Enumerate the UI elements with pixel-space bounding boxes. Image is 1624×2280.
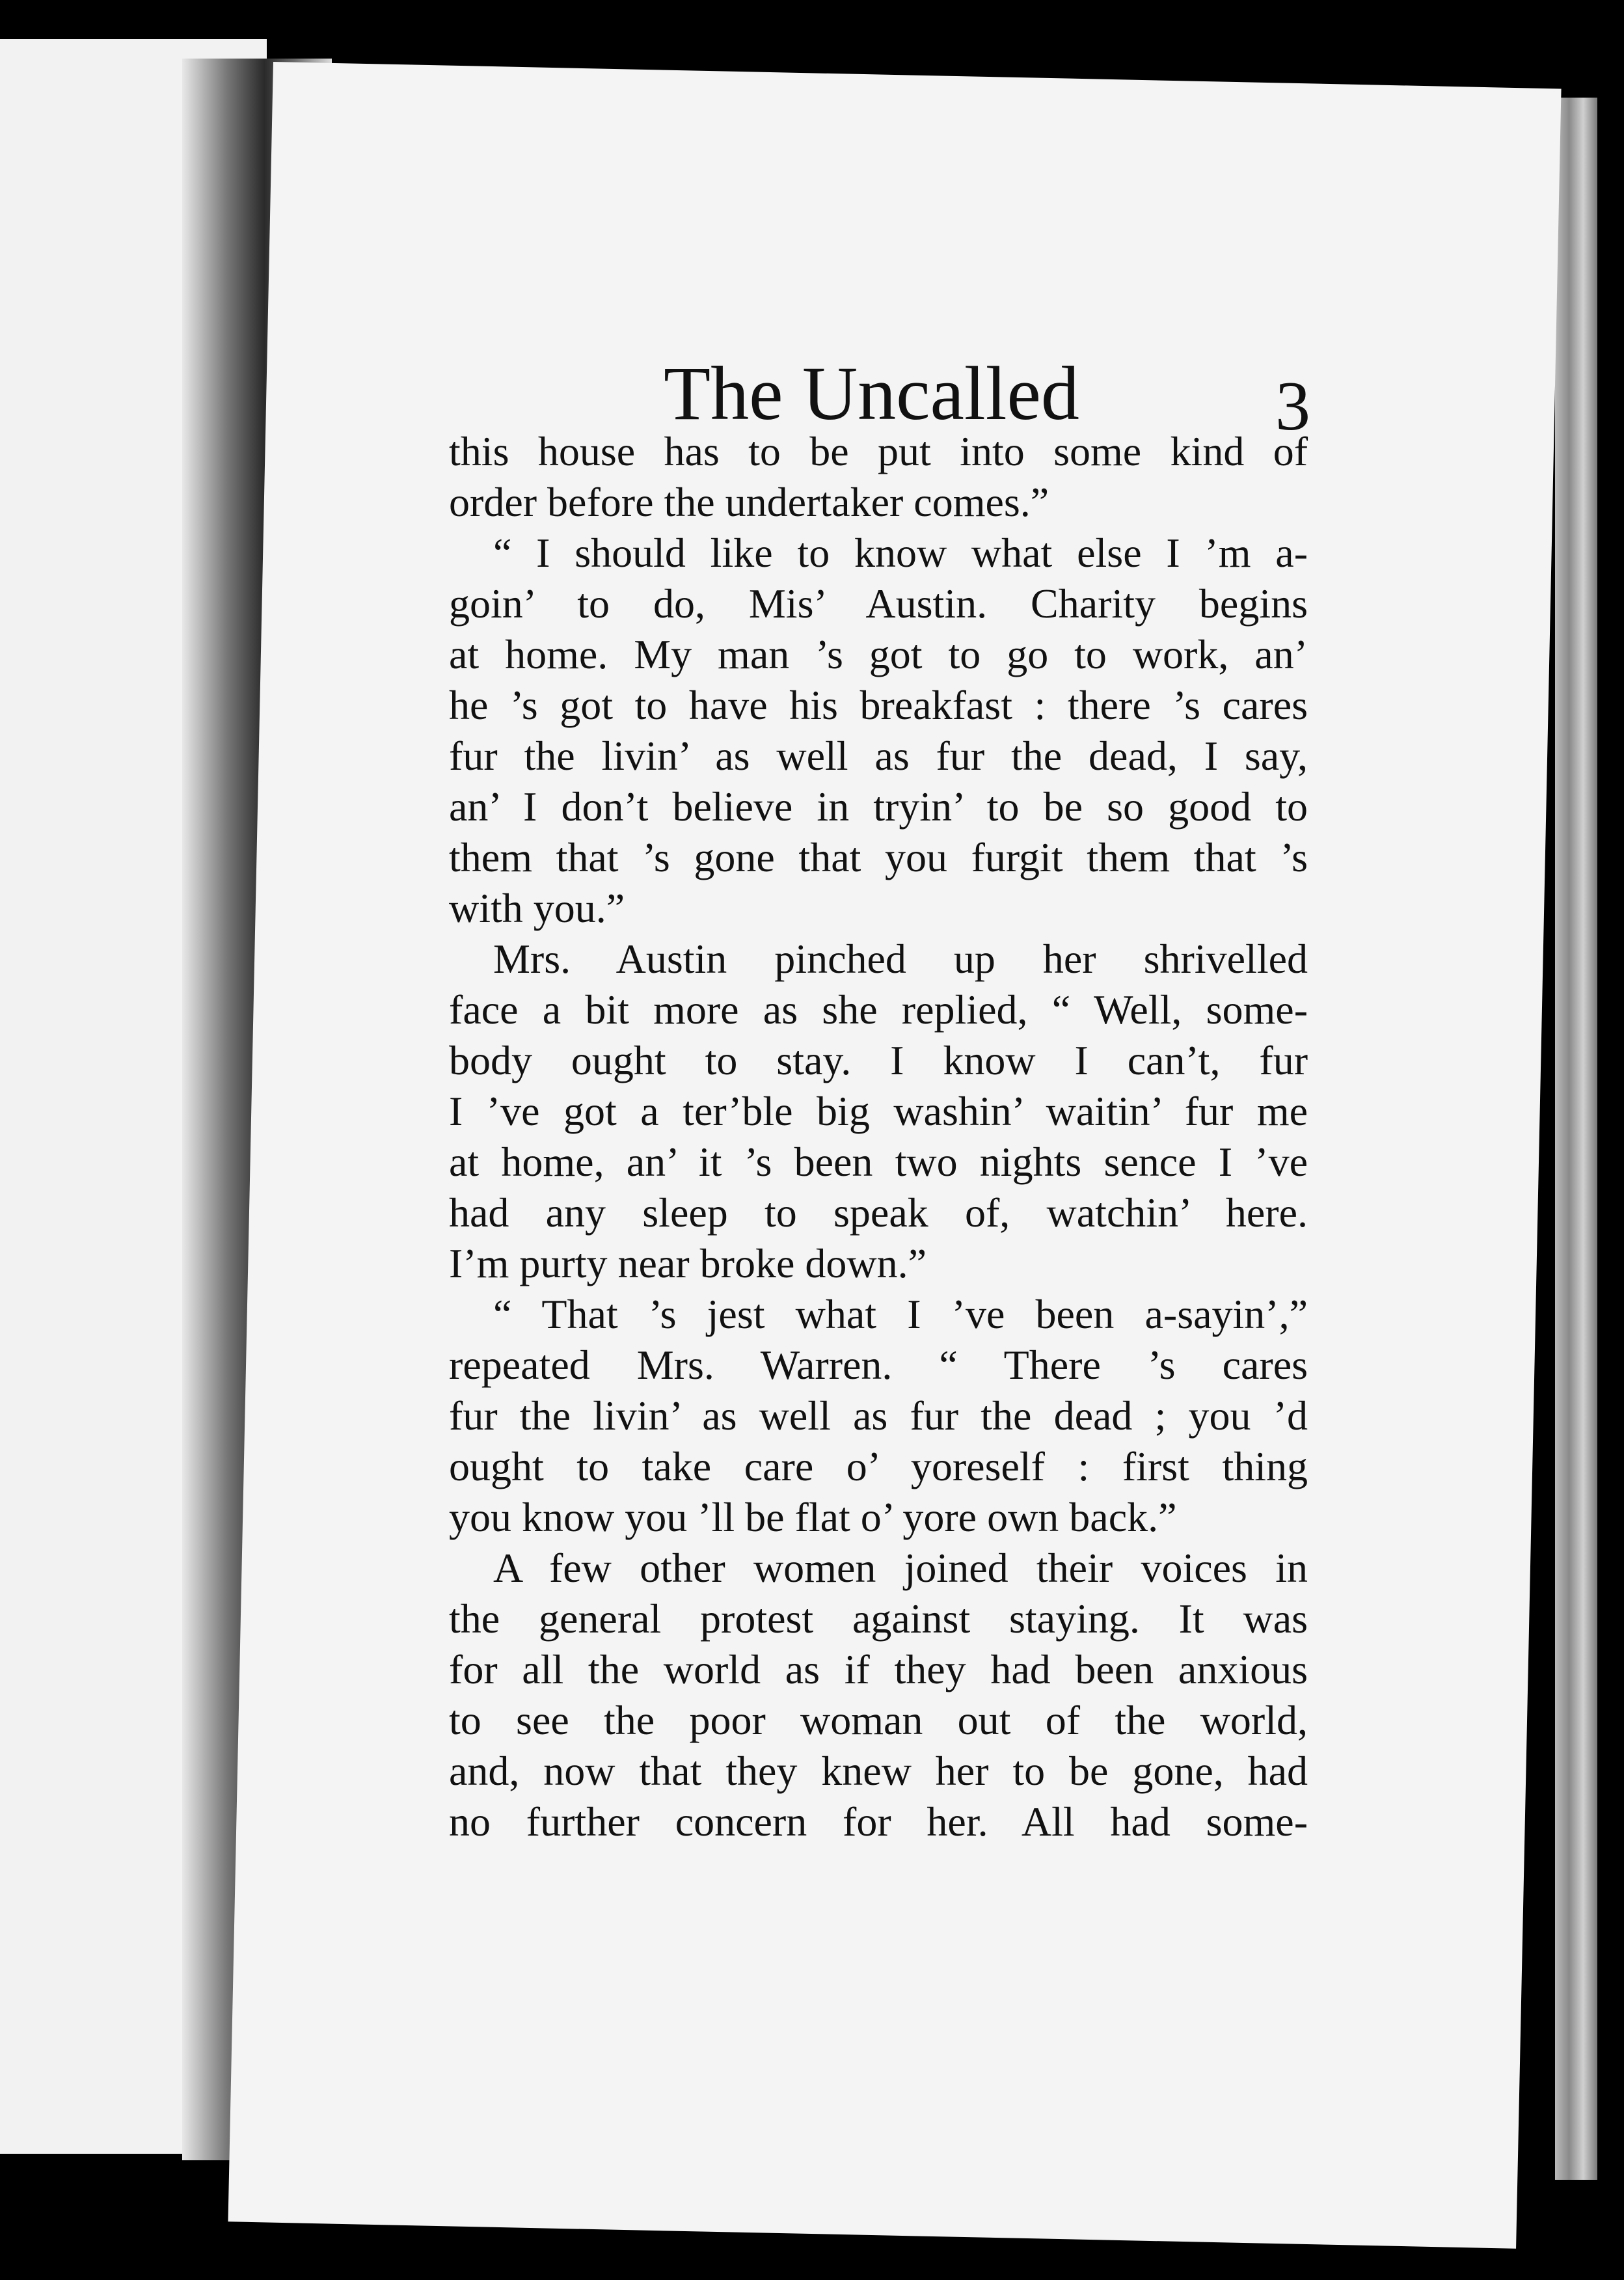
text-line: an’ I don’t believe in tryin’ to be so good to — [449, 783, 1308, 830]
text-line: you know you ’ll be flat o’ yore own back.” — [449, 1494, 1177, 1540]
text-line: “ That ’s jest what I ’ve been a-sayin’,” — [493, 1291, 1308, 1337]
running-title: The Uncalled — [664, 351, 1079, 436]
text-line: fur the livin’ as well as fur the dead ; you ’d — [449, 1392, 1308, 1439]
text-line: goin’ to do, Mis’ Austin. Charity begins — [449, 580, 1308, 627]
text-line: body ought to stay. I know I can’t, fur — [449, 1037, 1308, 1083]
text-line: ought to take care o’ yoreself : first thing — [449, 1443, 1308, 1489]
text-line: them that ’s gone that you furgit them that ’s — [449, 834, 1308, 880]
text-line: “ I should like to know what else I ’m a- — [493, 530, 1308, 576]
text-line: with you.” — [449, 885, 625, 931]
text-line: order before the undertaker comes.” — [449, 479, 1049, 525]
text-line: this house has to be put into some kind of — [449, 428, 1308, 474]
text-line: fur the livin’ as well as fur the dead, I say, — [449, 733, 1308, 779]
text-line: the general protest against staying. It was — [449, 1595, 1308, 1642]
text-line: and, now that they knew her to be gone, had — [449, 1748, 1308, 1794]
text-line: I ’ve got a ter’ble big washin’ waitin’ fur me — [449, 1088, 1308, 1134]
text-line: he ’s got to have his breakfast : there ’s cares — [449, 682, 1308, 728]
text-line: to see the poor woman out of the world, — [449, 1697, 1308, 1743]
text-line: I’m purty near broke down.” — [449, 1240, 927, 1286]
page-edge — [1555, 98, 1597, 2180]
text-line: at home. My man ’s got to go to work, an’ — [449, 631, 1308, 677]
text-line: for all the world as if they had been anxious — [449, 1646, 1308, 1692]
body-text — [449, 426, 1308, 1847]
text-line: repeated Mrs. Warren. “ There ’s cares — [449, 1342, 1308, 1388]
text-line: A few other women joined their voices in — [493, 1545, 1308, 1591]
text-line: at home, an’ it ’s been two nights sence I ’ve — [449, 1139, 1308, 1185]
text-line: Mrs. Austin pinched up her shrivelled — [493, 936, 1308, 982]
text-line: had any sleep to speak of, watchin’ here. — [449, 1189, 1308, 1236]
text-line: face a bit more as she replied, “ Well, some- — [449, 986, 1308, 1033]
page-number: 3 — [1275, 368, 1310, 445]
text-line: no further concern for her. All had some- — [449, 1798, 1308, 1845]
